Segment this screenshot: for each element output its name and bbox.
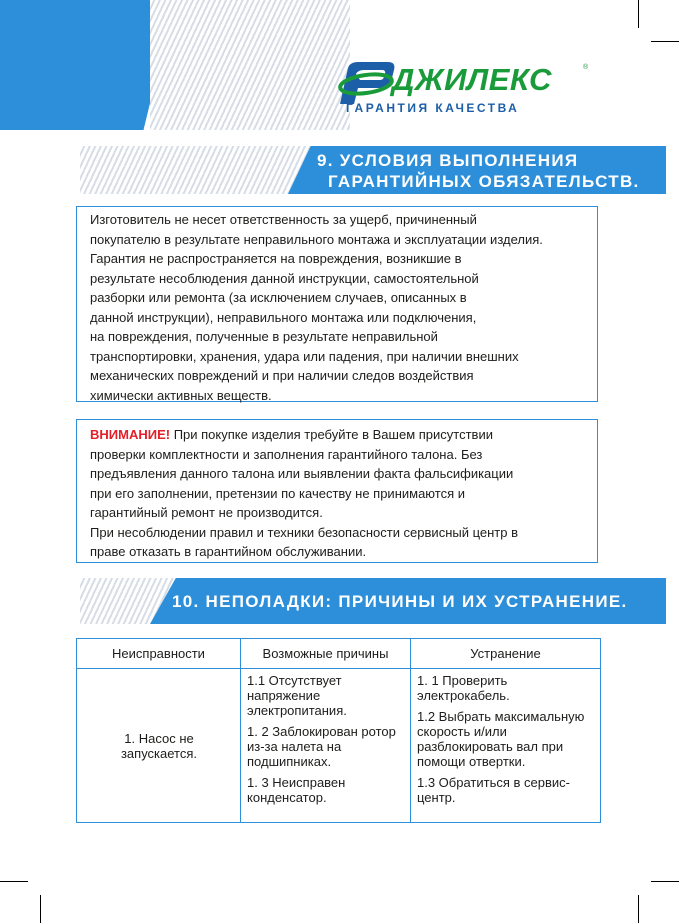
text-line: Гарантия не распространяется на повреждения, возникшие в: [90, 251, 462, 266]
faults-table: [76, 638, 601, 823]
text-line: Изготовитель не несет ответственность за ущерб, причиненный: [90, 212, 477, 227]
text-line: механических повреждений и при наличии следов воздействия: [90, 368, 474, 383]
fault-text: 1. Насос не запускается.: [120, 730, 198, 761]
text-line: разборки или ремонта (за исключением случаев, описанных в: [90, 290, 467, 305]
text-line: При несоблюдении правил и техники безопасности сервисный центр в: [90, 524, 518, 540]
column-header: Неисправности: [77, 639, 241, 669]
column-header: Устранение: [411, 639, 601, 669]
text-line: химически активных веществ.: [90, 387, 272, 403]
cause-item: 1. 2 Заблокирован ротор из-за налета на подшипниках.: [247, 724, 396, 769]
crop-mark: [651, 881, 679, 882]
fault-cell: [77, 669, 241, 823]
text-line: транспортировки, хранения, удара или падения, при наличии внешних: [90, 348, 519, 364]
warning-first-line: [90, 425, 597, 445]
section9-title-line2: ГАРАНТИЙНЫХ ОБЯЗАТЕЛЬСТВ.: [328, 172, 640, 191]
fix-item: 1. 1 Проверить электрокабель.: [417, 673, 510, 703]
brand-tagline: ГАРАНТИЯ КАЧЕСТВА: [346, 101, 520, 115]
text-line: гарантийный ремонт не производится.: [90, 505, 323, 520]
text-line: проверки комплектности и заполнения гарантийного талона. Без: [90, 446, 483, 462]
table-header-row: [77, 639, 601, 669]
fix-item: 1.3 Обратиться в сервис-центр.: [417, 775, 570, 805]
text-line: при его заполнении, претензии по качеству не принимаются и: [90, 485, 465, 501]
crop-mark: [651, 41, 679, 42]
header-blue-block: [0, 0, 175, 130]
section9-title-line1: 9. УСЛОВИЯ ВЫПОЛНЕНИЯ: [317, 151, 579, 170]
text-line: результате несоблюдения данной инструкции, самостоятельной: [90, 270, 479, 286]
fixes-cell: [411, 669, 601, 823]
section9-stripes: [80, 146, 310, 194]
section9-title: [317, 150, 640, 192]
brand-logo: [336, 60, 596, 120]
text-line: праве отказать в гарантийном обслуживании.: [90, 544, 367, 559]
brand-name: ДЖИЛЕКС: [392, 62, 552, 97]
table-row: [77, 669, 601, 823]
warning-box: [76, 419, 598, 563]
warning-label: ВНИМАНИЕ!: [90, 427, 171, 442]
column-header: Возможные причины: [241, 639, 411, 669]
header-stripes: [150, 0, 350, 130]
cause-item: 1. 3 Неисправен конденсатор.: [247, 775, 346, 805]
fix-item: 1.2 Выбрать максимальную скорость и/или разблокировать вал при помощи отвертки.: [417, 709, 585, 769]
warning-text: При покупке изделия требуйте в Вашем присутствии: [170, 427, 493, 442]
text-line: на повреждения, полученные в результате неправильной: [90, 329, 438, 344]
section10-title: 10. НЕПОЛАДКИ: ПРИЧИНЫ И ИХ УСТРАНЕНИЕ.: [172, 592, 628, 611]
text-line: предъявления данного талона или выявлении факта фальсификации: [90, 466, 514, 481]
crop-mark: [40, 895, 41, 923]
text-line: покупателю в результате неправильного монтажа и эксплуатации изделия.: [90, 231, 543, 247]
registered-mark: ®: [583, 64, 589, 71]
crop-mark: [638, 895, 639, 923]
text-line: данной инструкции), неправильного монтажа или подключения,: [90, 309, 477, 325]
warranty-conditions-box: [76, 206, 598, 402]
cause-item: 1.1 Отсутствует напряжение электропитания.: [247, 673, 347, 718]
crop-mark: [0, 881, 28, 882]
causes-cell: [241, 669, 411, 823]
logo-emblem-icon: [336, 60, 398, 106]
crop-mark: [638, 0, 639, 28]
